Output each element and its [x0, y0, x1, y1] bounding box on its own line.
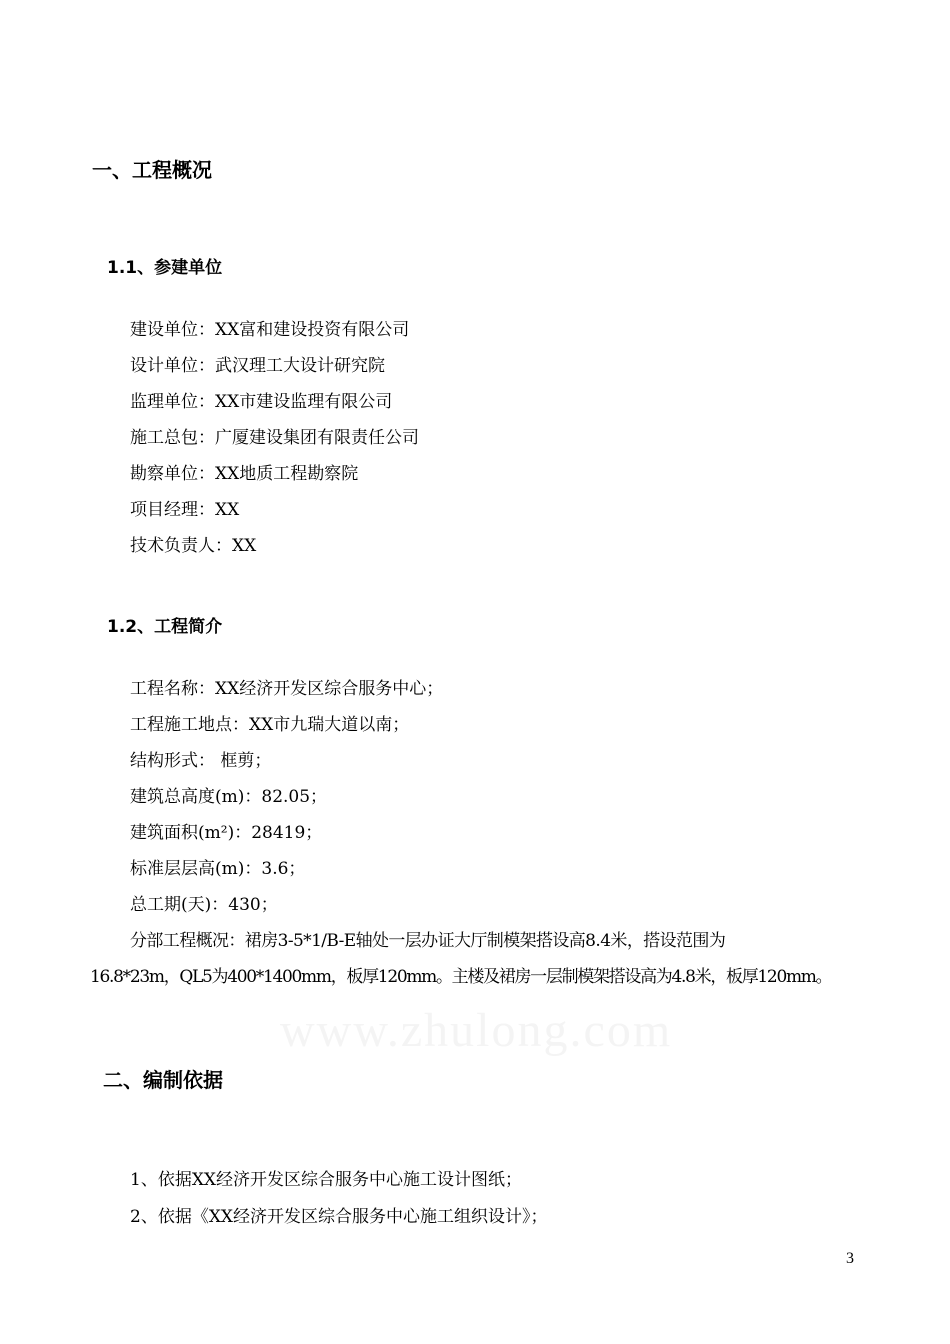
text-line: 施工总包：广厦建设集团有限责任公司 — [130, 428, 419, 448]
text-line: 技术负责人：XX — [130, 536, 257, 556]
text-line: 建筑总高度(m)：82.05； — [130, 787, 328, 807]
page-number: 3 — [846, 1250, 854, 1267]
text-line: 工程名称：XX经济开发区综合服务中心； — [130, 679, 444, 699]
subsection-1-2-heading: 1.2、工程简介 — [107, 617, 223, 637]
text-line: 总工期(天)：430； — [130, 895, 278, 915]
text-line: 1、依据XX经济开发区综合服务中心施工设计图纸； — [130, 1170, 523, 1190]
text-line: 项目经理：XX — [130, 500, 240, 520]
text-line: 结构形式： 框剪； — [130, 751, 272, 771]
text-line: 标准层层高(m)：3.6； — [130, 859, 306, 879]
text-line: 设计单位：武汉理工大设计研究院 — [130, 356, 385, 376]
text-line: 16.8*23m，QL5为400*1400mm，板厚120mm。主楼及裙房一层制模架搭设高为4.8米，板厚120mm。 — [90, 967, 832, 987]
text-line: 建设单位：XX富和建设投资有限公司 — [130, 320, 410, 340]
watermark: www.zhulong.com — [280, 1004, 673, 1057]
text-line: 2、依据《XX经济开发区综合服务中心施工组织设计》； — [130, 1207, 548, 1227]
text-line: 勘察单位：XX地质工程勘察院 — [130, 464, 359, 484]
section-2-heading: 二、编制依据 — [103, 1068, 223, 1092]
text-line: 建筑面积(m²)：28419； — [130, 823, 323, 843]
subsection-1-1-heading: 1.1、参建单位 — [107, 258, 223, 278]
text-line: 监理单位：XX市建设监理有限公司 — [130, 392, 393, 412]
section-1-heading: 一、工程概况 — [92, 158, 212, 182]
text-line: 分部工程概况：裙房3-5*1/B-E轴处一层办证大厅制模架搭设高8.4米，搭设范围为 — [130, 931, 726, 951]
text-line: 工程施工地点：XX市九瑞大道以南； — [130, 715, 410, 735]
